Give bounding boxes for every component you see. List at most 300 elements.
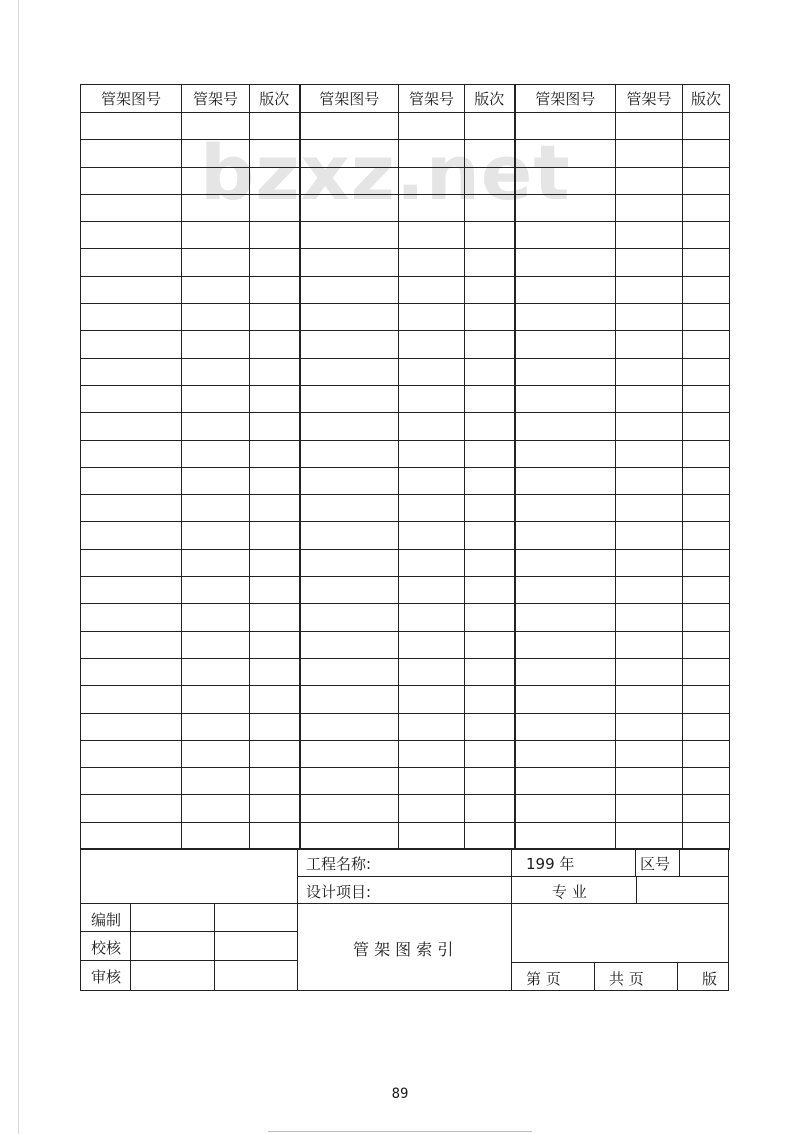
table-row (81, 194, 730, 221)
table-cell (465, 331, 515, 358)
table-cell (250, 113, 300, 140)
header-version-1: 版次 (250, 85, 300, 113)
table-cell (81, 358, 182, 385)
table-row (81, 167, 730, 194)
header-drawing-no-2: 管架图号 (300, 85, 399, 113)
table-cell (399, 795, 465, 822)
table-cell (300, 194, 399, 221)
table-row (81, 331, 730, 358)
table-cell (616, 522, 683, 549)
project-name-label: 工程名称: (306, 855, 372, 873)
table-cell (250, 658, 300, 685)
table-row (81, 276, 730, 303)
table-cell (399, 822, 465, 849)
table-body (81, 113, 730, 850)
zone-label: 区号 (640, 855, 671, 873)
table-cell (81, 467, 182, 494)
table-cell (465, 686, 515, 713)
table-cell (465, 522, 515, 549)
table-row (81, 768, 730, 795)
table-cell (465, 631, 515, 658)
table-cell (250, 604, 300, 631)
table-cell (465, 768, 515, 795)
table-row (81, 713, 730, 740)
table-cell (515, 413, 616, 440)
table-cell (81, 440, 182, 467)
table-cell (81, 276, 182, 303)
table-cell (81, 331, 182, 358)
design-item-label: 设计项目: (306, 883, 372, 901)
table-cell (515, 113, 616, 140)
table-cell (182, 577, 250, 604)
table-cell (300, 413, 399, 440)
table-row (81, 467, 730, 494)
table-cell (250, 740, 300, 767)
table-cell (399, 304, 465, 331)
table-cell (515, 249, 616, 276)
table-cell (683, 276, 730, 303)
table-cell (300, 522, 399, 549)
table-row (81, 495, 730, 522)
table-cell (465, 740, 515, 767)
sign-label-compile: 编制 (91, 911, 122, 929)
table-cell (515, 358, 616, 385)
date-cell (214, 903, 298, 932)
table-cell (182, 522, 250, 549)
table-cell (300, 113, 399, 140)
table-cell (300, 385, 399, 412)
table-cell (399, 413, 465, 440)
table-cell (81, 631, 182, 658)
table-cell (399, 658, 465, 685)
specialty-value-cell (636, 876, 729, 904)
table-cell (683, 686, 730, 713)
header-rack-no-1: 管架号 (182, 85, 250, 113)
sign-cell (130, 931, 215, 961)
title-cell (297, 903, 512, 991)
table-cell (515, 167, 616, 194)
table-cell (683, 768, 730, 795)
table-cell (683, 577, 730, 604)
table-cell (616, 686, 683, 713)
table-cell (300, 249, 399, 276)
table-cell (81, 194, 182, 221)
table-row (81, 522, 730, 549)
table-cell (683, 304, 730, 331)
table-cell (683, 495, 730, 522)
table-cell (250, 795, 300, 822)
table-cell (683, 713, 730, 740)
table-cell (616, 713, 683, 740)
table-cell (616, 358, 683, 385)
table-cell (300, 686, 399, 713)
table-cell (616, 768, 683, 795)
table-cell (515, 686, 616, 713)
year-label: 199 年 (526, 855, 575, 873)
table-cell (465, 194, 515, 221)
table-cell (250, 413, 300, 440)
table-cell (616, 631, 683, 658)
table-cell (250, 440, 300, 467)
bottom-rule (268, 1131, 532, 1132)
table-cell (250, 686, 300, 713)
table-cell (465, 467, 515, 494)
sign-label-cell (80, 903, 131, 932)
table-cell (683, 167, 730, 194)
table-cell (616, 658, 683, 685)
sign-cell (130, 903, 215, 932)
table-cell (81, 686, 182, 713)
table-cell (182, 413, 250, 440)
table-cell (399, 167, 465, 194)
table-cell (250, 522, 300, 549)
table-cell (616, 467, 683, 494)
sign-cell (130, 960, 215, 991)
table-cell (81, 522, 182, 549)
table-cell (399, 358, 465, 385)
table-cell (182, 713, 250, 740)
table-cell (81, 413, 182, 440)
table-cell (465, 713, 515, 740)
sign-label-review: 审核 (91, 968, 122, 986)
table-cell (616, 194, 683, 221)
table-cell (515, 577, 616, 604)
table-cell (300, 631, 399, 658)
table-cell (465, 440, 515, 467)
table-row (81, 549, 730, 576)
table-cell (81, 768, 182, 795)
table-cell (465, 413, 515, 440)
table-cell (182, 740, 250, 767)
table-cell (616, 740, 683, 767)
table-cell (683, 795, 730, 822)
table-cell (399, 631, 465, 658)
table-cell (300, 358, 399, 385)
table-cell (465, 795, 515, 822)
table-cell (250, 385, 300, 412)
table-cell (683, 222, 730, 249)
table-row (81, 113, 730, 140)
table-cell (399, 522, 465, 549)
table-row (81, 686, 730, 713)
table-cell (250, 768, 300, 795)
table-row (81, 631, 730, 658)
date-cell (214, 931, 298, 961)
table-cell (81, 822, 182, 849)
table-cell (399, 467, 465, 494)
title-block (80, 848, 729, 991)
table-cell (250, 194, 300, 221)
table-cell (182, 276, 250, 303)
year-cell (511, 848, 636, 877)
table-cell (300, 577, 399, 604)
table-cell (182, 495, 250, 522)
table-cell (399, 222, 465, 249)
table-cell (616, 822, 683, 849)
sign-label-cell (80, 931, 131, 961)
table-cell (465, 658, 515, 685)
table-cell (300, 222, 399, 249)
total-pages-cell (594, 962, 678, 991)
table-cell (182, 467, 250, 494)
table-cell (683, 413, 730, 440)
table-cell (399, 194, 465, 221)
table-cell (515, 194, 616, 221)
table-cell (465, 276, 515, 303)
table-cell (683, 631, 730, 658)
table-cell (616, 331, 683, 358)
table-cell (182, 686, 250, 713)
table-row (81, 795, 730, 822)
table-cell (250, 822, 300, 849)
table-cell (683, 549, 730, 576)
zone-value-cell (679, 848, 729, 877)
table-cell (81, 222, 182, 249)
header-drawing-no-3: 管架图号 (515, 85, 616, 113)
table-cell (465, 549, 515, 576)
table-cell (515, 713, 616, 740)
table-cell (182, 658, 250, 685)
table-cell (399, 140, 465, 167)
table-cell (182, 358, 250, 385)
table-cell (182, 167, 250, 194)
table-cell (81, 385, 182, 412)
table-row (81, 822, 730, 849)
notes-cell (511, 903, 729, 963)
table-cell (515, 467, 616, 494)
table-cell (515, 822, 616, 849)
table-cell (250, 331, 300, 358)
sign-label-cell (80, 960, 131, 991)
table-cell (182, 440, 250, 467)
table-row (81, 604, 730, 631)
header-rack-no-3: 管架号 (616, 85, 683, 113)
table-cell (465, 358, 515, 385)
table-cell (465, 222, 515, 249)
table-cell (182, 385, 250, 412)
table-cell (515, 522, 616, 549)
table-cell (683, 113, 730, 140)
table-cell (616, 304, 683, 331)
sign-label-check: 校核 (91, 939, 122, 957)
table-cell (683, 604, 730, 631)
table-cell (399, 768, 465, 795)
table-cell (616, 495, 683, 522)
table-cell (300, 740, 399, 767)
table-row (81, 358, 730, 385)
table-cell (182, 631, 250, 658)
table-header-row (81, 85, 730, 113)
table-cell (399, 276, 465, 303)
header-version-2: 版次 (465, 85, 515, 113)
table-cell (182, 304, 250, 331)
table-cell (250, 249, 300, 276)
table-cell (616, 795, 683, 822)
table-cell (515, 795, 616, 822)
table-row (81, 413, 730, 440)
table-cell (182, 768, 250, 795)
table-cell (515, 222, 616, 249)
table-cell (616, 276, 683, 303)
table-cell (81, 713, 182, 740)
table-row (81, 440, 730, 467)
table-cell (300, 467, 399, 494)
table-cell (250, 549, 300, 576)
table-cell (300, 604, 399, 631)
table-cell (182, 822, 250, 849)
table-cell (515, 631, 616, 658)
table-cell (465, 140, 515, 167)
table-cell (616, 113, 683, 140)
table-cell (300, 658, 399, 685)
table-cell (683, 140, 730, 167)
table-cell (515, 140, 616, 167)
table-cell (683, 440, 730, 467)
table-cell (683, 740, 730, 767)
table-cell (300, 304, 399, 331)
table-row (81, 140, 730, 167)
table-cell (399, 713, 465, 740)
table-cell (399, 385, 465, 412)
table-cell (515, 740, 616, 767)
table-cell (616, 222, 683, 249)
table-cell (250, 222, 300, 249)
table-cell (300, 440, 399, 467)
table-cell (300, 495, 399, 522)
table-cell (616, 167, 683, 194)
page-label: 第 页 (526, 970, 561, 988)
table-row (81, 385, 730, 412)
index-title: 管 架 图 索 引 (353, 940, 454, 959)
table-cell (683, 249, 730, 276)
table-cell (616, 604, 683, 631)
table-cell (300, 822, 399, 849)
project-name-cell (297, 848, 512, 877)
table-cell (250, 304, 300, 331)
table-cell (616, 413, 683, 440)
table-cell (515, 276, 616, 303)
table-cell (81, 304, 182, 331)
table-cell (182, 113, 250, 140)
header-version-3: 版次 (683, 85, 730, 113)
table-row (81, 577, 730, 604)
table-cell (81, 795, 182, 822)
table-cell (81, 658, 182, 685)
table-cell (300, 167, 399, 194)
table-cell (683, 822, 730, 849)
table-cell (399, 331, 465, 358)
table-cell (300, 713, 399, 740)
specialty-label: 专 业 (552, 883, 587, 901)
table-cell (300, 549, 399, 576)
table-cell (465, 113, 515, 140)
table-cell (515, 604, 616, 631)
table-cell (465, 249, 515, 276)
table-cell (300, 768, 399, 795)
table-cell (182, 249, 250, 276)
table-cell (683, 467, 730, 494)
watermark: bzxz.net (200, 128, 571, 217)
table-cell (515, 658, 616, 685)
table-cell (300, 276, 399, 303)
table-cell (81, 167, 182, 194)
table-cell (81, 495, 182, 522)
table-cell (182, 331, 250, 358)
table-cell (250, 358, 300, 385)
table-cell (616, 440, 683, 467)
table-cell (399, 495, 465, 522)
table-cell (182, 549, 250, 576)
table-cell (683, 385, 730, 412)
date-cell (214, 960, 298, 991)
table-cell (81, 577, 182, 604)
table-cell (465, 385, 515, 412)
table-cell (515, 495, 616, 522)
table-cell (250, 467, 300, 494)
table-cell (683, 658, 730, 685)
design-item-cell (297, 876, 512, 904)
table-cell (683, 522, 730, 549)
table-cell (515, 768, 616, 795)
total-pages-label: 共 页 (609, 970, 644, 988)
table-cell (399, 740, 465, 767)
table-cell (515, 331, 616, 358)
header-drawing-no-1: 管架图号 (81, 85, 182, 113)
table-cell (465, 604, 515, 631)
table-cell (182, 222, 250, 249)
version-label: 版 (702, 970, 718, 988)
table-cell (250, 713, 300, 740)
table-cell (399, 549, 465, 576)
table-cell (81, 604, 182, 631)
table-cell (300, 331, 399, 358)
header-rack-no-2: 管架号 (399, 85, 465, 113)
table-cell (465, 495, 515, 522)
table-cell (683, 194, 730, 221)
table-cell (616, 549, 683, 576)
table-cell (465, 822, 515, 849)
table-cell (465, 304, 515, 331)
table-cell (616, 249, 683, 276)
table-cell (81, 249, 182, 276)
table-cell (399, 686, 465, 713)
page-edge-line (18, 0, 19, 1134)
table-cell (515, 304, 616, 331)
zone-label-cell (635, 848, 680, 877)
table-cell (399, 113, 465, 140)
version-cell (677, 962, 729, 991)
page-number: 89 (391, 1086, 409, 1102)
table-cell (399, 440, 465, 467)
table-cell (399, 604, 465, 631)
table-cell (250, 577, 300, 604)
table-cell (465, 577, 515, 604)
table-row (81, 249, 730, 276)
table-cell (399, 577, 465, 604)
table-cell (399, 249, 465, 276)
table-cell (515, 549, 616, 576)
table-cell (465, 167, 515, 194)
table-cell (182, 194, 250, 221)
table-cell (616, 385, 683, 412)
table-cell (182, 604, 250, 631)
table-cell (300, 795, 399, 822)
table-row (81, 304, 730, 331)
table-cell (81, 740, 182, 767)
table-cell (182, 140, 250, 167)
table-cell (616, 577, 683, 604)
table-cell (250, 631, 300, 658)
